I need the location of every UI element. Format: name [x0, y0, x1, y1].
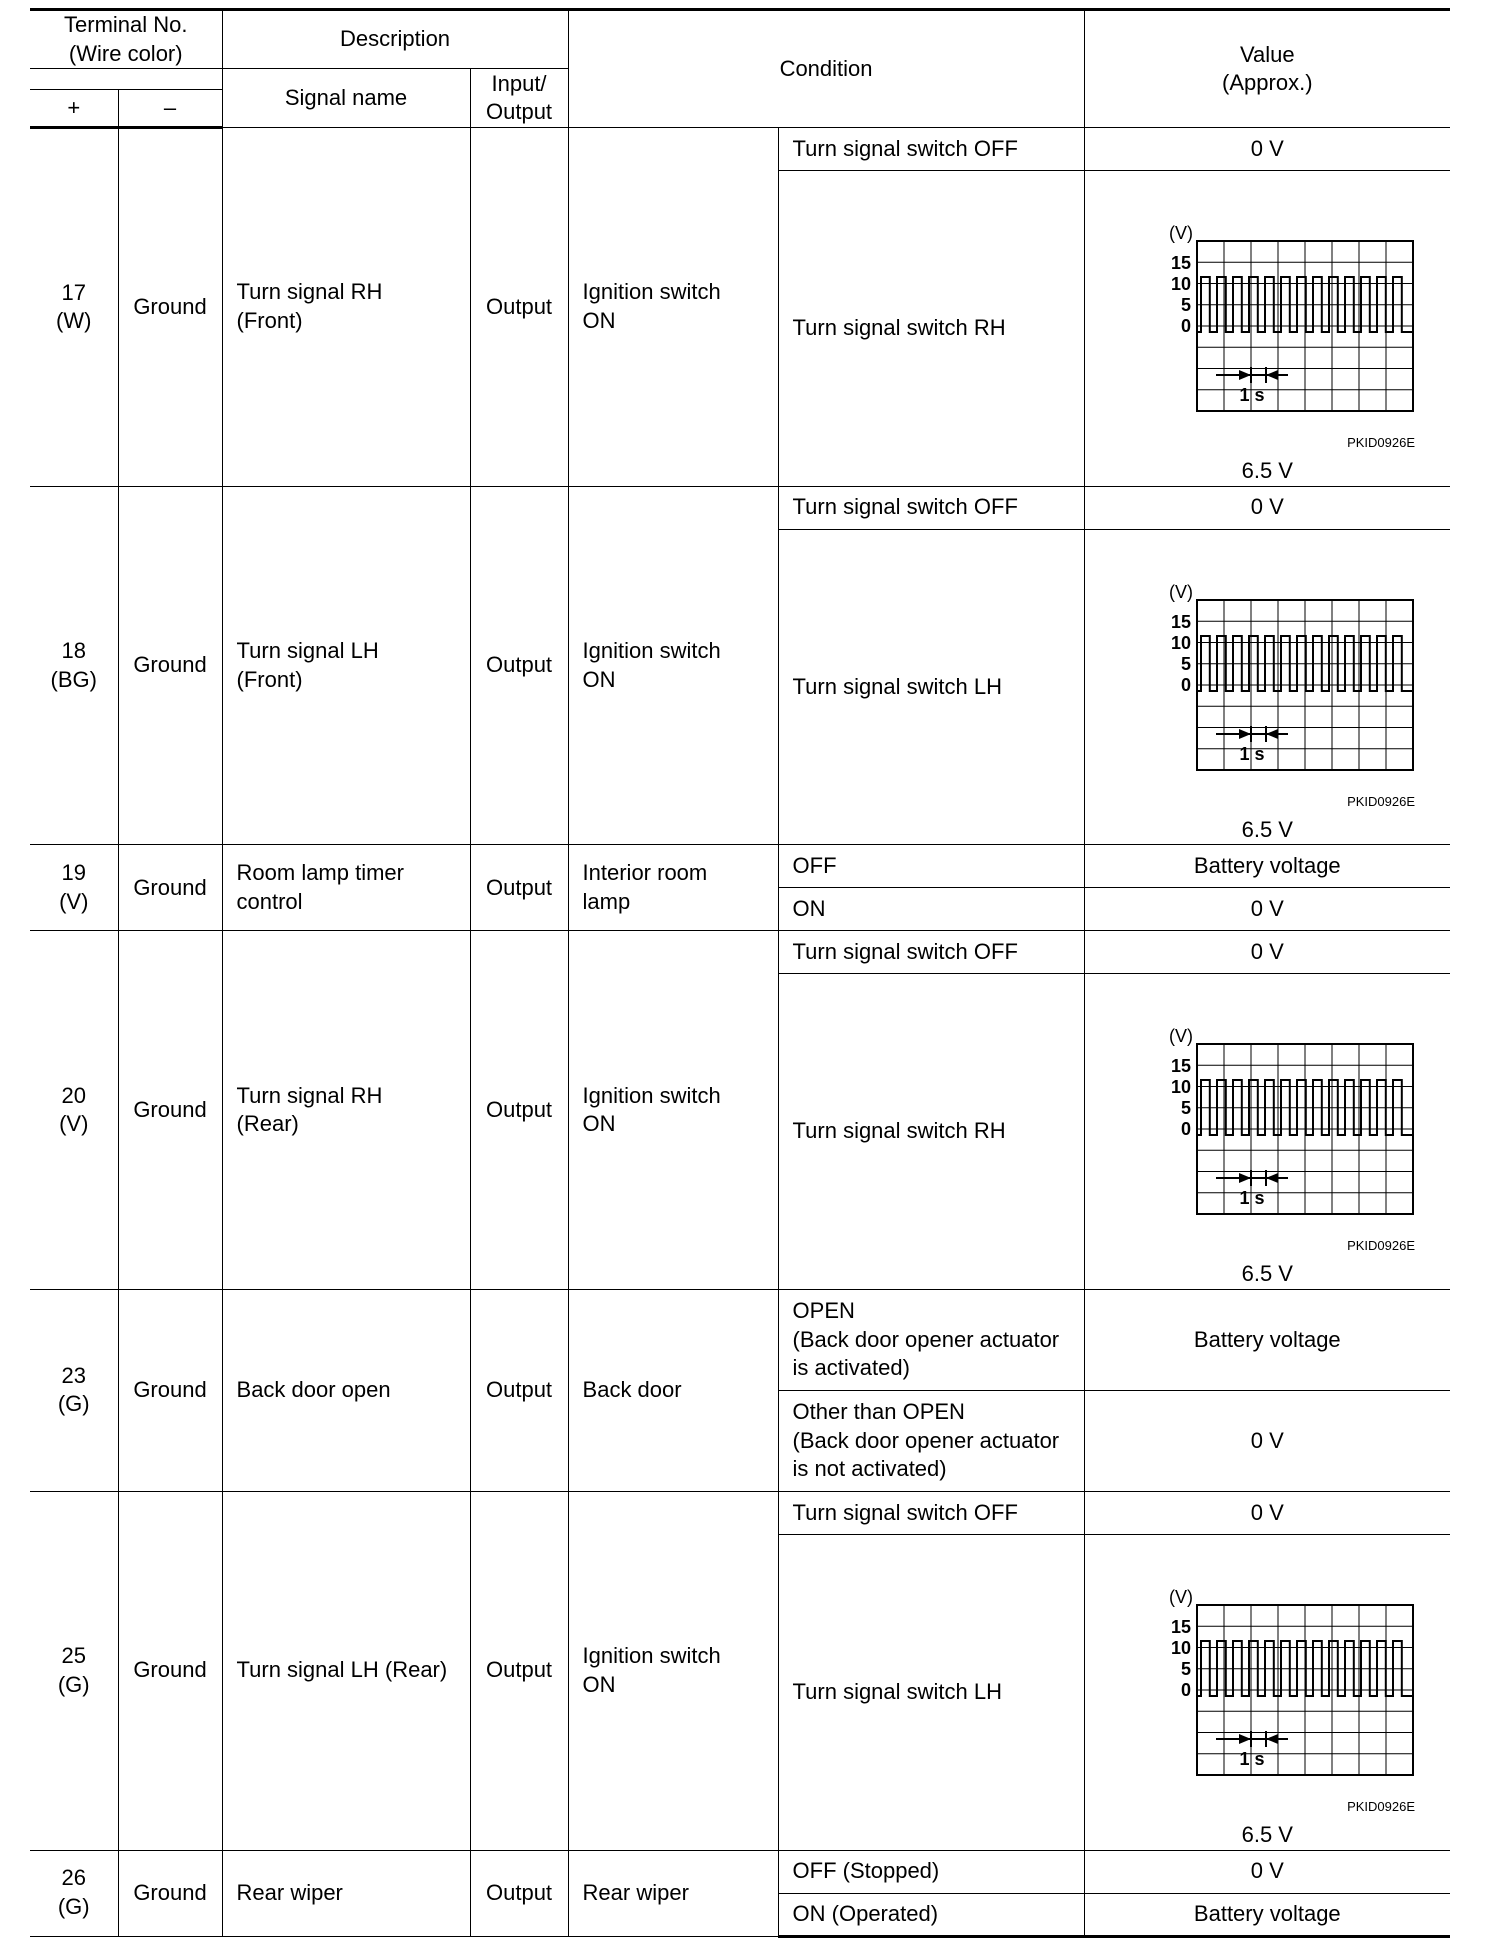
ground-cell: Ground: [118, 1850, 222, 1936]
signal-name-cell: Back door open: [222, 1289, 470, 1491]
value-cell: 0 V: [1084, 128, 1450, 171]
ground-cell: Ground: [118, 931, 222, 1290]
sub-condition-cell: OFF: [778, 845, 1084, 888]
value-cell: 0 V: [1084, 888, 1450, 931]
sub-condition-cell: Turn signal switch LH: [778, 1534, 1084, 1850]
sub-condition-cell: OPEN (Back door opener actuator is activated): [778, 1289, 1084, 1390]
waveform-y-tick: 15: [1171, 253, 1192, 274]
waveform-y-tick: 0: [1181, 1119, 1192, 1140]
condition-cell: Back door: [568, 1289, 778, 1491]
terminal-cell: 26 (G): [30, 1850, 118, 1936]
value-cell: Battery voltage: [1084, 1893, 1450, 1936]
waveform-value-cell: [1084, 974, 1450, 1290]
terminal-cell: 23 (G): [30, 1289, 118, 1491]
waveform-unit-label: (V): [1169, 1586, 1194, 1607]
waveform-y-tick: 5: [1181, 1658, 1192, 1679]
waveform-y-tick: 5: [1181, 653, 1192, 674]
io-cell: Output: [470, 845, 568, 931]
condition-cell: Interior room lamp: [568, 845, 778, 931]
waveform-y-tick: 0: [1181, 316, 1192, 337]
value-cell: 0 V: [1084, 1491, 1450, 1534]
value-cell: 0 V: [1084, 486, 1450, 529]
time-marker-arrow: [1266, 1173, 1278, 1183]
waveform-unit-label: (V): [1169, 581, 1194, 602]
ground-cell: Ground: [118, 845, 222, 931]
time-marker-arrow: [1266, 1734, 1278, 1744]
signal-name-cell: Room lamp timer control: [222, 845, 470, 931]
value-cell: 0 V: [1084, 931, 1450, 974]
io-cell: Output: [470, 486, 568, 845]
waveform-svg: [1117, 974, 1417, 1260]
table-row: [30, 931, 1450, 974]
header-terminal-spacer: [30, 69, 222, 90]
waveform-y-tick: 0: [1181, 674, 1192, 695]
waveform-y-tick: 5: [1181, 1098, 1192, 1119]
waveform-svg: [1117, 1535, 1417, 1821]
signal-name-cell: Turn signal LH (Front): [222, 486, 470, 845]
io-cell: Output: [470, 931, 568, 1290]
sub-condition-cell: ON (Operated): [778, 1893, 1084, 1936]
time-marker-arrow: [1239, 729, 1251, 739]
signal-name-cell: Turn signal RH (Front): [222, 128, 470, 487]
waveform-y-tick: 10: [1171, 632, 1192, 653]
value-cell: 0 V: [1084, 1390, 1450, 1491]
ground-cell: Ground: [118, 128, 222, 487]
waveform-y-tick: 15: [1171, 1616, 1192, 1637]
time-label: 1 s: [1239, 1748, 1265, 1769]
io-cell: Output: [470, 128, 568, 487]
table-row: [30, 1850, 1450, 1893]
header-description: Description: [222, 10, 568, 69]
waveform-y-tick: 5: [1181, 295, 1192, 316]
sub-condition-cell: OFF (Stopped): [778, 1850, 1084, 1893]
waveform-value-cell: [1084, 171, 1450, 487]
waveform-y-tick: 15: [1171, 1056, 1192, 1077]
header-plus: +: [30, 90, 118, 128]
header-minus: –: [118, 90, 222, 128]
header-signal-name: Signal name: [222, 69, 470, 128]
terminal-cell: 20 (V): [30, 931, 118, 1290]
sub-condition-cell: Turn signal switch OFF: [778, 128, 1084, 171]
table-row: [30, 128, 1450, 171]
value-cell: 0 V: [1084, 1850, 1450, 1893]
waveform-unit-label: (V): [1169, 223, 1194, 244]
table-row: [30, 486, 1450, 529]
waveform-unit-label: (V): [1169, 1026, 1194, 1047]
condition-cell: Rear wiper: [568, 1850, 778, 1936]
ground-cell: Ground: [118, 1491, 222, 1850]
header-condition: Condition: [568, 10, 1084, 128]
waveform-figure: [1117, 1535, 1417, 1821]
figure-id-label: PKID0926E: [1347, 1238, 1416, 1254]
time-marker-arrow: [1239, 1734, 1251, 1744]
waveform-svg: [1117, 530, 1417, 816]
value-cell: Battery voltage: [1084, 1289, 1450, 1390]
condition-cell: Ignition switch ON: [568, 128, 778, 487]
sub-condition-cell: Turn signal switch OFF: [778, 931, 1084, 974]
io-cell: Output: [470, 1289, 568, 1491]
condition-cell: Ignition switch ON: [568, 931, 778, 1290]
sub-condition-cell: Turn signal switch RH: [778, 974, 1084, 1290]
terminal-table: [30, 8, 1450, 1938]
signal-name-cell: Turn signal LH (Rear): [222, 1491, 470, 1850]
sub-condition-cell: Turn signal switch OFF: [778, 486, 1084, 529]
figure-id-label: PKID0926E: [1347, 435, 1416, 451]
io-cell: Output: [470, 1491, 568, 1850]
time-label: 1 s: [1239, 385, 1265, 406]
table-row: [30, 1289, 1450, 1390]
terminal-table-sheet: [30, 8, 1450, 1926]
waveform-value-cell: [1084, 1534, 1450, 1850]
header-value: Value (Approx.): [1084, 10, 1450, 128]
value-cell: 6.5 V: [1241, 1261, 1293, 1287]
header-input-output: Input/ Output: [470, 69, 568, 128]
sub-condition-cell: Other than OPEN (Back door opener actuator is not activated): [778, 1390, 1084, 1491]
figure-id-label: PKID0926E: [1347, 793, 1416, 809]
value-cell: 6.5 V: [1241, 1821, 1293, 1847]
table-row: [30, 845, 1450, 888]
sub-condition-cell: Turn signal switch LH: [778, 529, 1084, 845]
value-cell: 6.5 V: [1241, 816, 1293, 842]
signal-name-cell: Rear wiper: [222, 1850, 470, 1936]
figure-id-label: PKID0926E: [1347, 1798, 1416, 1814]
time-label: 1 s: [1239, 1188, 1265, 1209]
time-marker-arrow: [1266, 370, 1278, 380]
condition-cell: Ignition switch ON: [568, 486, 778, 845]
value-cell: 6.5 V: [1241, 458, 1293, 484]
waveform-figure: [1117, 171, 1417, 457]
ground-cell: Ground: [118, 1289, 222, 1491]
header-terminal-no: Terminal No. (Wire color): [30, 10, 222, 69]
sub-condition-cell: ON: [778, 888, 1084, 931]
time-label: 1 s: [1239, 743, 1265, 764]
ground-cell: Ground: [118, 486, 222, 845]
signal-name-cell: Turn signal RH (Rear): [222, 931, 470, 1290]
sub-condition-cell: Turn signal switch RH: [778, 171, 1084, 487]
header-row-1: [30, 10, 1450, 69]
waveform-y-tick: 10: [1171, 1077, 1192, 1098]
terminal-cell: 19 (V): [30, 845, 118, 931]
time-marker-arrow: [1266, 729, 1278, 739]
waveform-y-tick: 0: [1181, 1679, 1192, 1700]
table-row: [30, 1491, 1450, 1534]
waveform-y-tick: 10: [1171, 274, 1192, 295]
io-cell: Output: [470, 1850, 568, 1936]
terminal-cell: 25 (G): [30, 1491, 118, 1850]
condition-cell: Ignition switch ON: [568, 1491, 778, 1850]
terminal-cell: 17 (W): [30, 128, 118, 487]
sub-condition-cell: Turn signal switch OFF: [778, 1491, 1084, 1534]
waveform-figure: [1117, 530, 1417, 816]
waveform-svg: [1117, 171, 1417, 457]
terminal-cell: 18 (BG): [30, 486, 118, 845]
waveform-figure: [1117, 974, 1417, 1260]
waveform-value-cell: [1084, 529, 1450, 845]
time-marker-arrow: [1239, 1173, 1251, 1183]
value-cell: Battery voltage: [1084, 845, 1450, 888]
waveform-y-tick: 10: [1171, 1637, 1192, 1658]
time-marker-arrow: [1239, 370, 1251, 380]
waveform-y-tick: 15: [1171, 611, 1192, 632]
